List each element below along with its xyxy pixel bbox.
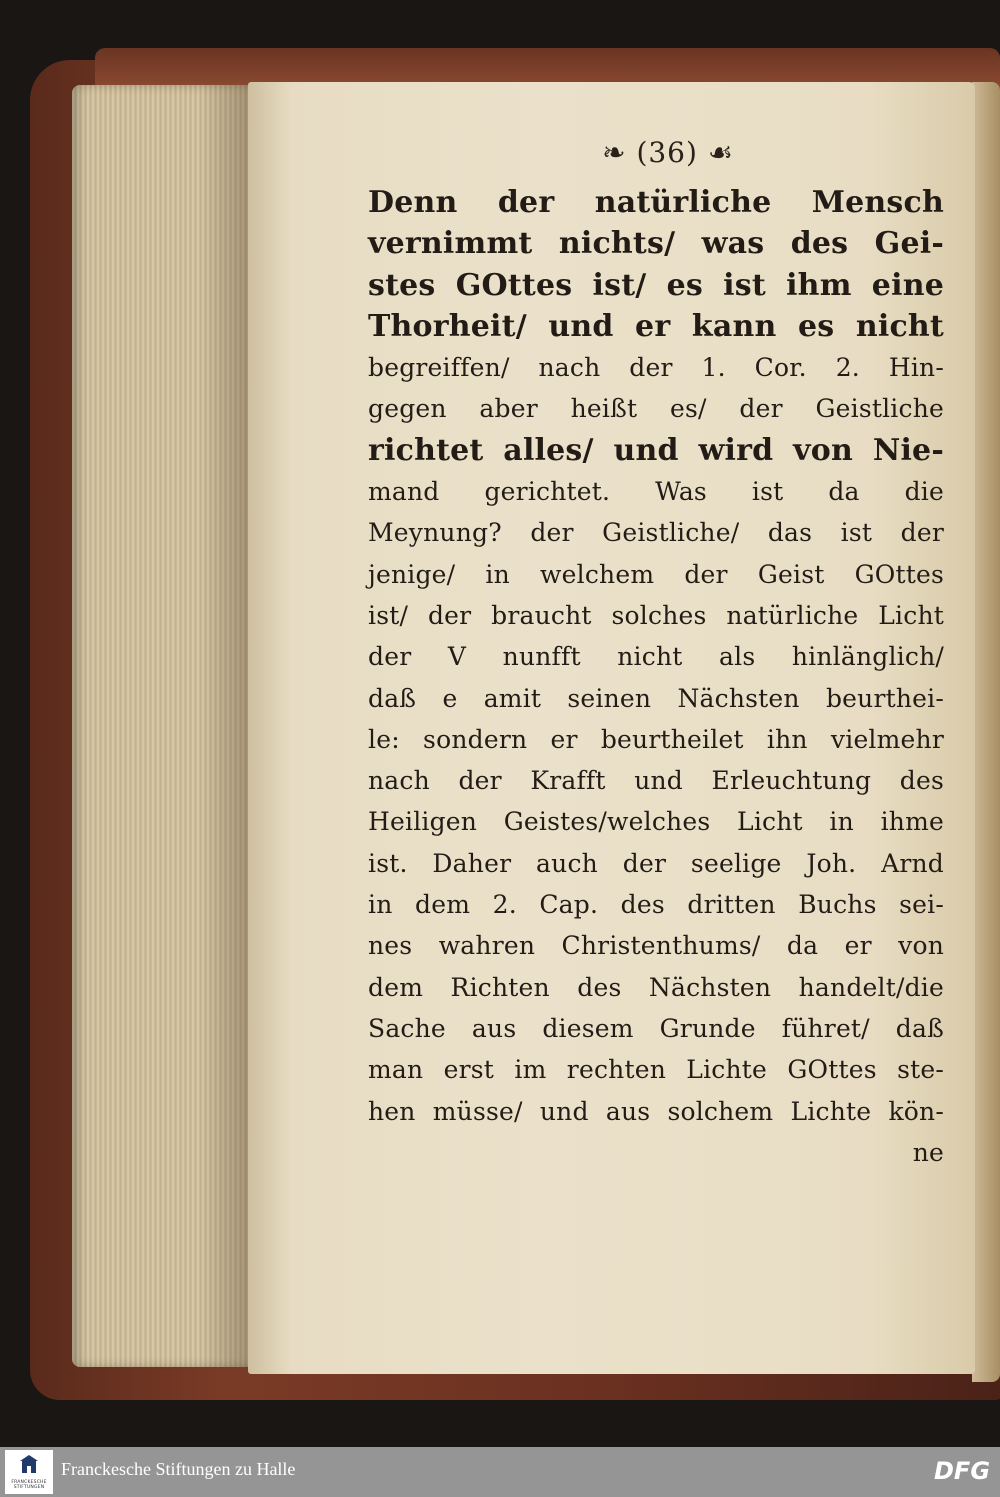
text-line: Thorheit/ und er kann es nicht	[368, 308, 944, 344]
text-line: in dem 2. Cap. des dritten Buchs sei-	[368, 890, 944, 920]
text-line: man erst im rechten Lichte GOttes ste-	[368, 1055, 944, 1085]
logo-text: FRANCKESCHE STIFTUNGEN	[11, 1480, 47, 1490]
text-line: vernimmt nichts/ was des Gei-	[368, 226, 944, 262]
text-line: Denn der natürliche Mensch	[368, 185, 944, 220]
text-line: dem Richten des Nächsten handelt/die	[368, 972, 944, 1002]
page-stack-shadow	[200, 85, 255, 1367]
page-number-text: (36)	[636, 136, 698, 169]
text-line: stes GOttes ist/ es ist ihm eine	[368, 267, 944, 303]
text-line: le: sondern er beurtheilet ihn vielmehr	[368, 724, 944, 754]
dfg-logo[interactable]: DFG	[934, 1457, 991, 1485]
text-line: ne	[912, 1137, 944, 1167]
franckesche-logo[interactable]	[5, 1450, 53, 1494]
text-line: richtet alles/ und wird von Nie-	[368, 432, 944, 468]
text-line: ist/ der braucht solches natürliche Licht	[368, 600, 944, 630]
text-line: ist. Daher auch der seelige Joh. Arnd	[368, 848, 944, 878]
text-line: begreiffen/ nach der 1. Cor. 2. Hin-	[368, 353, 944, 383]
ornament-right-icon: ☙	[707, 136, 734, 169]
text-line: nach der Krafft und Erleuchtung des	[368, 766, 944, 796]
page-text-block	[368, 182, 944, 1173]
building-icon	[20, 1455, 38, 1475]
text-line: der V nunfft nicht als hinlänglich/	[368, 642, 944, 672]
text-line: gegen aber heißt es/ der Geistliche	[368, 394, 944, 424]
institution-title[interactable]: Franckesche Stiftungen zu Halle	[61, 1459, 296, 1479]
text-line: hen müsse/ und aus solchem Lichte kön-	[368, 1096, 944, 1126]
text-line: nes wahren Christenthums/ da er von	[368, 931, 944, 961]
page-number	[568, 136, 768, 176]
viewer-footer	[0, 1447, 1000, 1497]
ornament-left-icon: ❧	[602, 136, 627, 169]
text-line: daß e amit seinen Nächsten beurthei-	[368, 683, 944, 713]
text-line: jenige/ in welchem der Geist GOttes	[368, 559, 944, 589]
text-line: mand gerichtet. Was ist da die	[368, 477, 944, 507]
text-line: Sache aus diesem Grunde führet/ daß	[368, 1013, 944, 1043]
text-line: Meynung? der Geistliche/ das ist der	[368, 518, 944, 548]
page-right-edge	[972, 82, 1000, 1382]
text-line: Heiligen Geistes/welches Licht in ihme	[368, 807, 944, 837]
